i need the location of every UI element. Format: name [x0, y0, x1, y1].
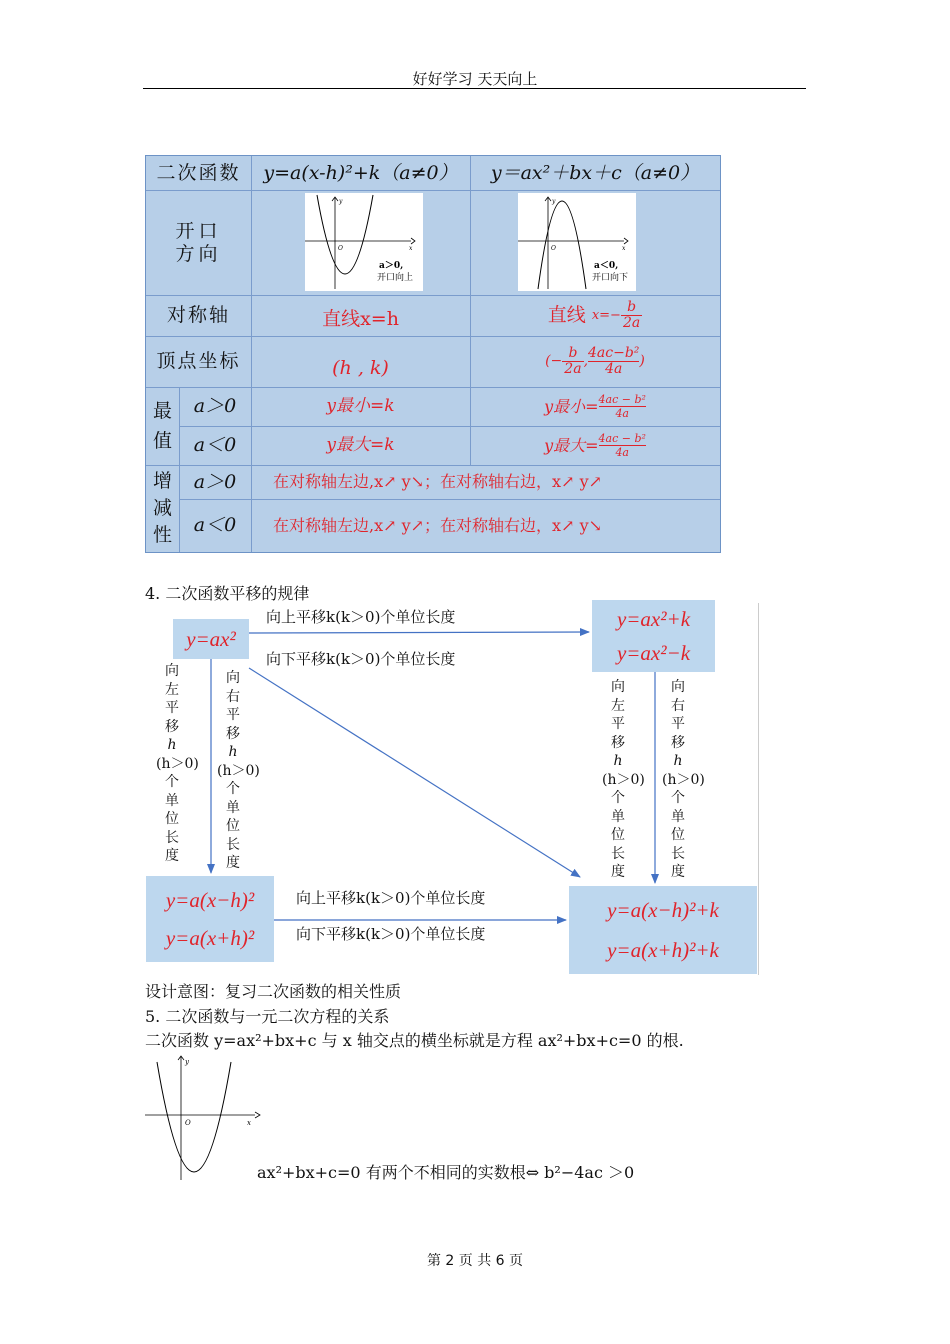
- vlabel-char: 向: [611, 679, 625, 695]
- fraction-numerator: b: [568, 345, 578, 361]
- vlabel-char: (h＞0): [217, 762, 260, 779]
- min-prefix: y最小=: [544, 396, 599, 416]
- fraction-denominator: 4a: [588, 361, 639, 377]
- vertex-comma: ,: [583, 353, 589, 370]
- box-line: y=ax²−k: [616, 641, 691, 665]
- vlabel-char: 位: [226, 818, 240, 834]
- axis-general-prefix: 直线: [547, 304, 586, 327]
- design-note: 设计意图：复习二次函数的相关性质: [145, 982, 402, 1001]
- max-prefix: y最大=: [544, 435, 599, 455]
- mono-a-negative: 在对称轴左边,x↗ y↗；在对称轴右边，x↗ y↘: [273, 515, 603, 535]
- fraction-denominator: 4a: [599, 445, 646, 459]
- graph-condition: a＞0,: [379, 261, 404, 271]
- axis-origin: O: [185, 1119, 191, 1127]
- vlabel-char: 平: [611, 716, 625, 732]
- box-line: y=a(x+h)²: [165, 926, 255, 950]
- box-line: y=a(x−h)²: [165, 888, 255, 912]
- graph-two-roots: [143, 1052, 265, 1182]
- vlabel-char: 度: [165, 848, 179, 864]
- vlabel-right-shift-right: [662, 678, 705, 882]
- section5-sentence: 二次函数 y=ax²+bx+c 与 x 轴交点的横坐标就是方程 ax²+bx+c=0 的根.: [145, 1031, 684, 1050]
- arrow-up-shift: [249, 632, 589, 633]
- vlabel-char: 个: [671, 790, 685, 806]
- vlabel-char: 单: [611, 808, 625, 825]
- cond-a-negative: a＜0: [193, 434, 237, 457]
- table-head-vertex-form: y=a(x-h)²+k（a≠0）: [263, 161, 458, 184]
- box-line: y=a(x−h)²+k: [607, 898, 719, 922]
- vlabel-char: h: [228, 744, 238, 760]
- page-footer: 第 2 页 共 6 页: [426, 1253, 524, 1269]
- vlabel-char: (h＞0): [602, 771, 645, 788]
- row-label-line: 减: [152, 497, 172, 519]
- axis-y-label: y: [552, 198, 556, 205]
- cond-a-positive: a＞0: [193, 470, 237, 493]
- axis-y-label: y: [339, 198, 343, 205]
- vlabel-char: 位: [611, 827, 625, 843]
- vlabel-char: 向: [165, 663, 179, 679]
- row-label-line: 性: [152, 524, 172, 546]
- vlabel-char: 位: [165, 811, 179, 827]
- fraction-denominator: 2a: [622, 315, 641, 331]
- table-head-label: 二次函数: [156, 161, 241, 184]
- graph-condition: a＜0,: [594, 261, 619, 271]
- row-label-line: 增: [152, 470, 172, 492]
- vlabel-left-shift: [156, 662, 199, 866]
- vlabel-char: 移: [165, 718, 179, 735]
- section5-title: 5. 二次函数与一元二次方程的关系: [145, 1007, 390, 1026]
- vlabel-char: 长: [611, 845, 625, 862]
- vlabel-char: 度: [671, 864, 685, 880]
- vlabel-char: 右: [671, 697, 685, 714]
- vlabel-char: 平: [165, 700, 179, 716]
- vertex-vertex-form: (h , k): [332, 356, 389, 379]
- axis-general-x: x=−: [591, 307, 621, 323]
- vlabel-char: 移: [611, 734, 625, 751]
- page-header: 好好学习 天天向上: [412, 70, 538, 88]
- vlabel-char: 单: [226, 799, 240, 816]
- vlabel-char: 长: [165, 829, 179, 846]
- fraction-numerator: 4ac−b²: [588, 345, 640, 361]
- label-down-shift-bottom: 向下平移k(k＞0)个单位长度: [296, 925, 486, 943]
- axis-y-label: y: [185, 1058, 189, 1066]
- row-label-vertex: 顶点坐标: [156, 350, 241, 373]
- vlabel-char: (h＞0): [156, 755, 199, 772]
- fraction-numerator: 4ac − b²: [598, 393, 646, 406]
- vlabel-char: (h＞0): [662, 771, 705, 788]
- vlabel-char: 左: [611, 697, 625, 714]
- axis-x-label: x: [409, 245, 413, 252]
- axis-origin: O: [551, 245, 556, 252]
- vlabel-char: 个: [226, 781, 240, 797]
- vertex-paren-close: ): [639, 353, 645, 370]
- section4-title: 4. 二次函数平移的规律: [145, 584, 310, 603]
- two-roots-svg: [143, 1052, 265, 1182]
- vlabel-char: 单: [671, 808, 685, 825]
- arrow-diagonal: [249, 668, 580, 877]
- fraction-denominator: 4a: [599, 406, 646, 420]
- vlabel-char: 长: [226, 836, 240, 853]
- vlabel-char: 移: [671, 734, 685, 751]
- vlabel-char: 长: [671, 845, 685, 862]
- vlabel-char: 度: [226, 855, 240, 871]
- vlabel-char: 移: [226, 725, 240, 742]
- vlabel-left-shift-right: [602, 678, 645, 882]
- vlabel-char: 向: [671, 679, 685, 695]
- section5-statement: ax²+bx+c=0 有两个不相同的实数根⇔ b²−4ac ＞0: [257, 1163, 635, 1182]
- vlabel-char: 度: [611, 864, 625, 880]
- axis-x-label: x: [247, 1119, 251, 1127]
- axis-vertex-form: 直线x=h: [322, 308, 399, 331]
- graph-caption: 开口向下: [592, 273, 629, 283]
- label-up-shift: 向上平移k(k＞0)个单位长度: [266, 608, 456, 626]
- vlabel-char: 单: [165, 792, 179, 809]
- box-line: y=a(x+h)²+k: [607, 938, 719, 962]
- vlabel-right-shift: [217, 669, 260, 873]
- row-label-line: 开口: [175, 219, 222, 242]
- box-base-function: y=ax²: [173, 619, 249, 659]
- vlabel-char: 左: [165, 681, 179, 698]
- graph-caption: 开口向上: [377, 273, 414, 283]
- axis-origin: O: [338, 245, 343, 252]
- vlabel-char: h: [167, 737, 177, 753]
- min-vertex-form: y最小=k: [326, 396, 395, 417]
- vertex-paren-open: (−: [545, 353, 563, 370]
- mono-a-positive: 在对称轴左边,x↗ y↘；在对称轴右边，x↗ y↗: [273, 472, 603, 492]
- row-label-line: 最: [152, 400, 172, 422]
- vlabel-char: h: [673, 753, 683, 769]
- label-down-shift: 向下平移k(k＞0)个单位长度: [266, 650, 456, 668]
- max-vertex-form: y最大=k: [326, 435, 395, 456]
- cond-a-negative: a＜0: [193, 514, 237, 537]
- vlabel-char: 向: [226, 670, 240, 686]
- fraction-numerator: b: [627, 299, 637, 315]
- box-line: y=ax²+k: [616, 607, 691, 631]
- cond-a-positive: a＞0: [193, 395, 237, 418]
- label-up-shift-bottom: 向上平移k(k＞0)个单位长度: [296, 889, 486, 907]
- row-label-axis: 对称轴: [166, 304, 230, 327]
- vlabel-char: h: [613, 753, 623, 769]
- fraction-numerator: 4ac − b²: [598, 432, 646, 445]
- vlabel-char: 个: [611, 790, 625, 806]
- axis-x-label: x: [622, 245, 626, 252]
- vlabel-char: 平: [671, 716, 685, 732]
- row-label-line: 方向: [175, 242, 222, 265]
- vlabel-char: 个: [165, 774, 179, 790]
- table-head-general-form: y＝ax²＋bx＋c（a≠0）: [490, 161, 700, 184]
- row-label-line: 值: [152, 430, 172, 452]
- vlabel-char: 右: [226, 688, 240, 705]
- vlabel-char: 位: [671, 827, 685, 843]
- fraction-denominator: 2a: [564, 361, 582, 377]
- vlabel-char: 平: [226, 707, 240, 723]
